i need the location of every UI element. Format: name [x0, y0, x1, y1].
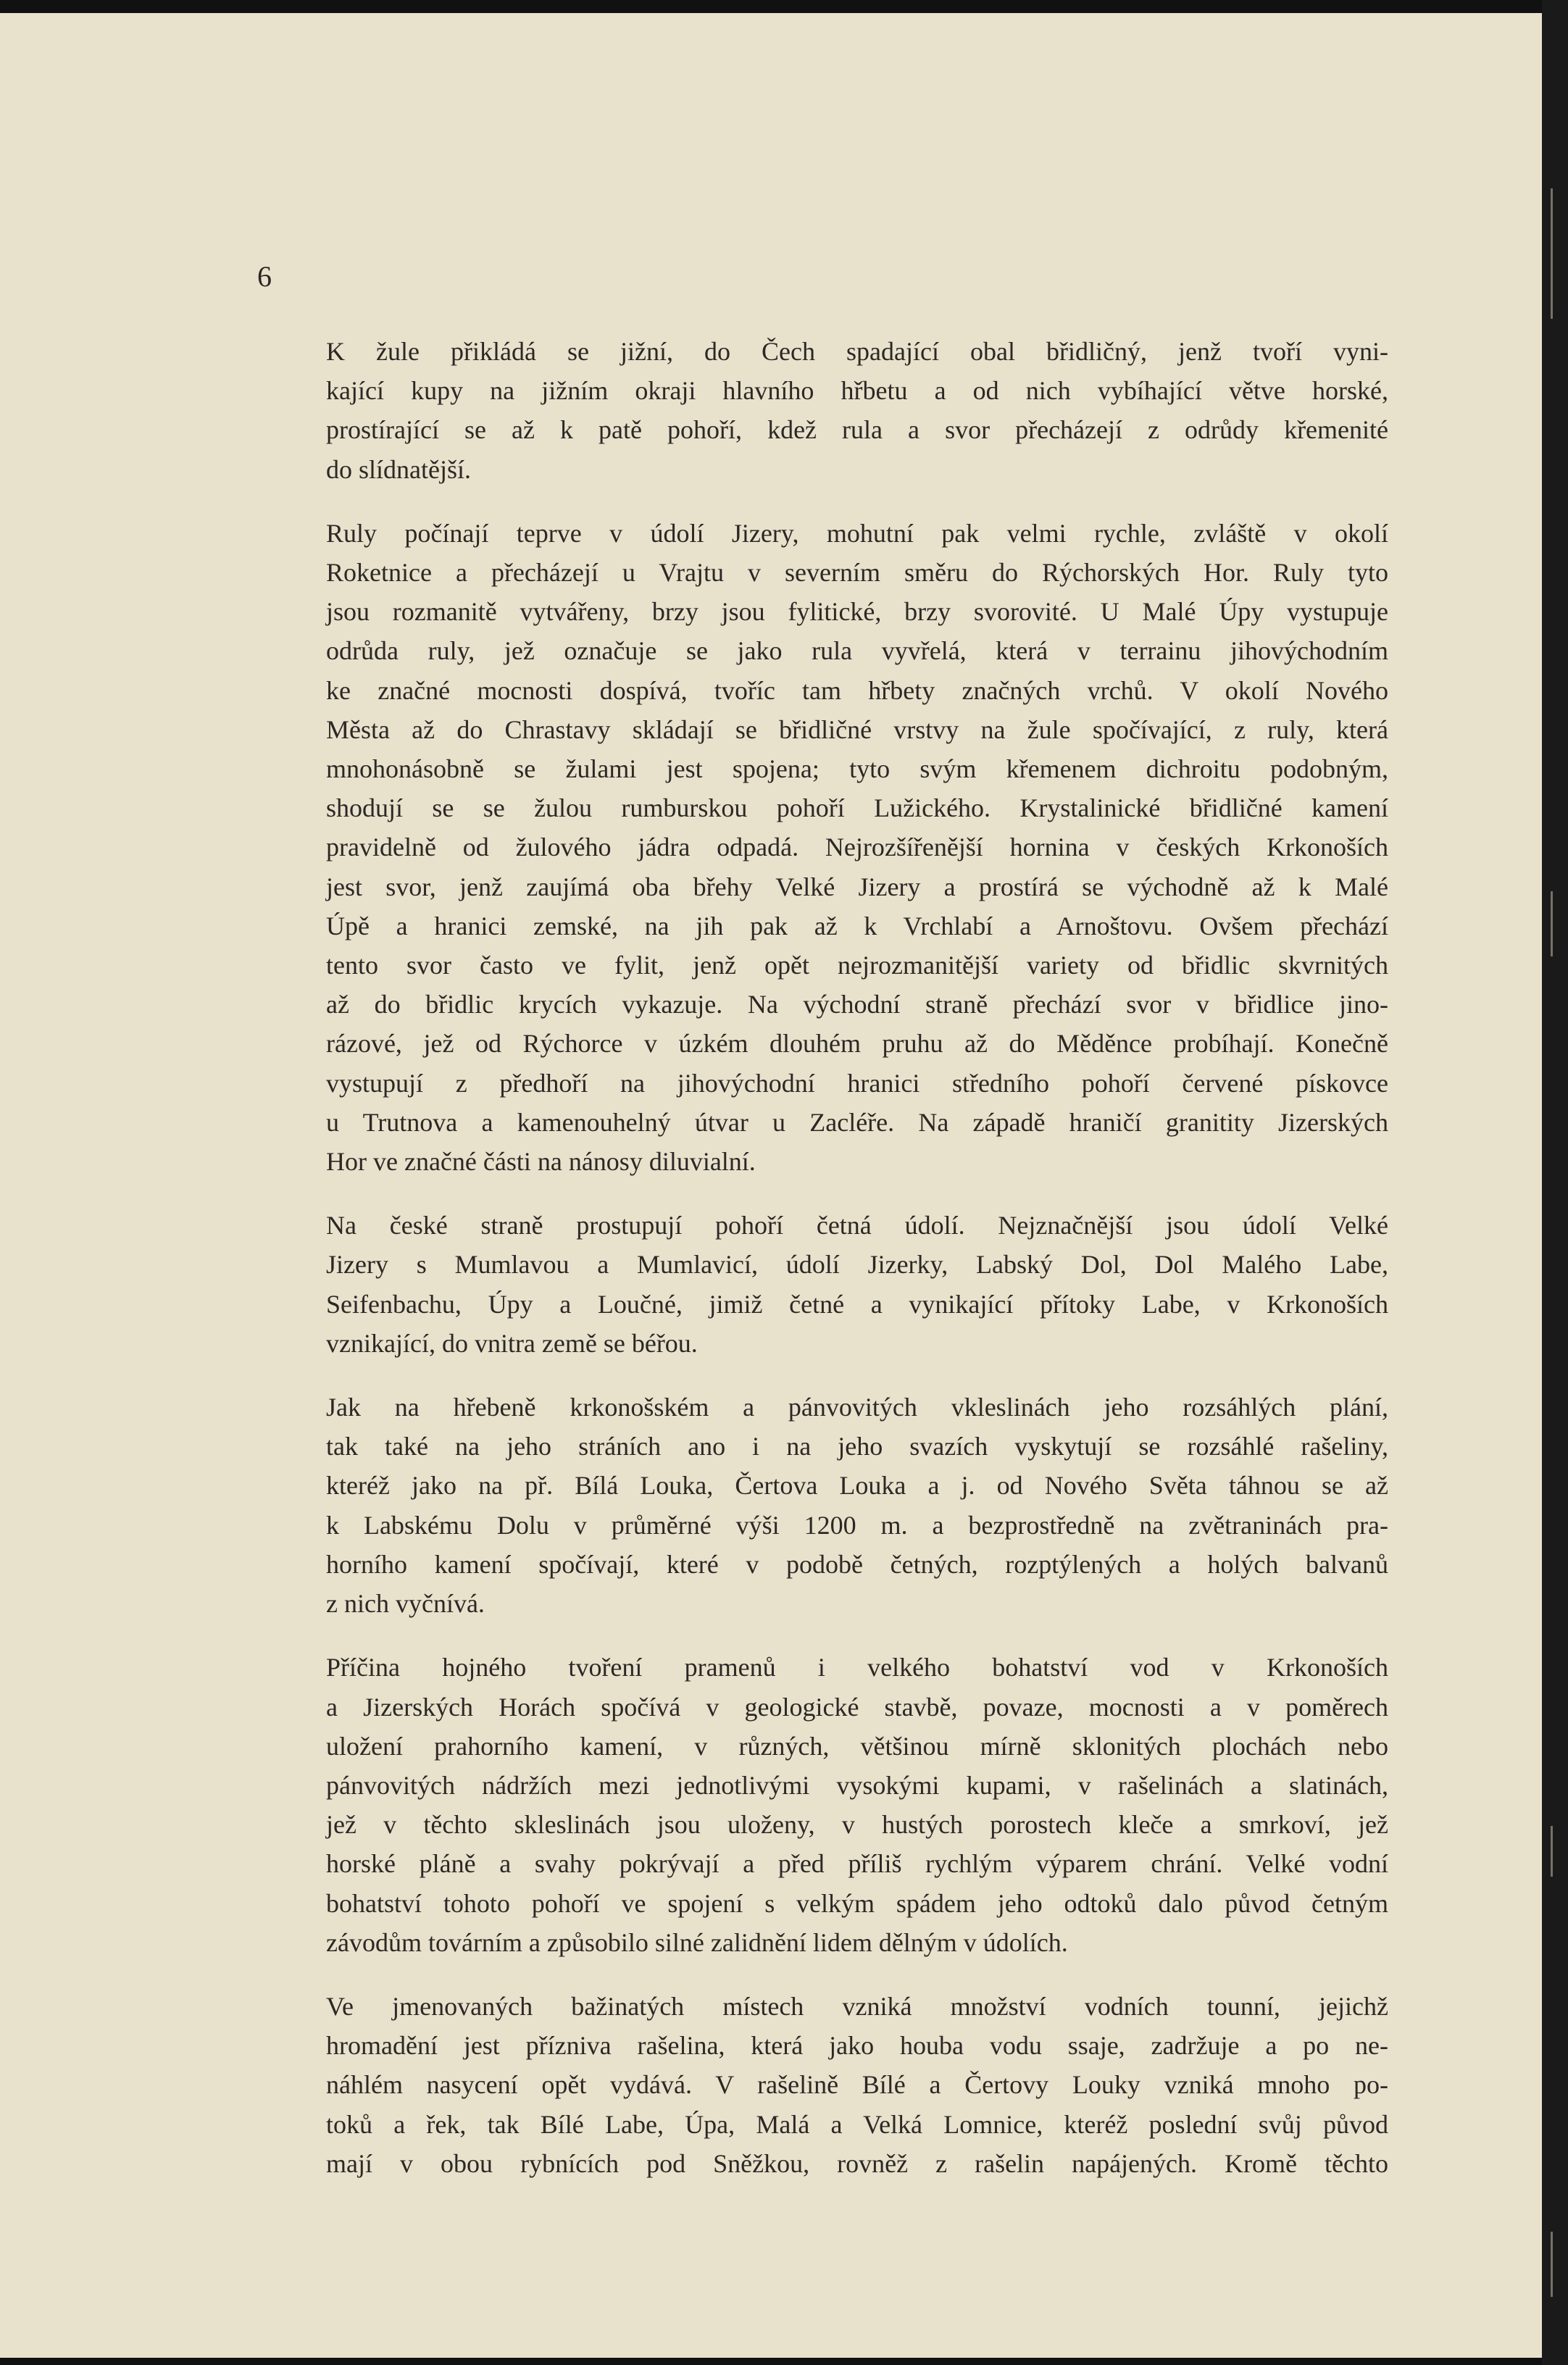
text-line: Seifenbachu, Úpy a Loučné, jimiž četné a vynikající přítoky Labe, v Krkonoších: [326, 1289, 1388, 1319]
text-line: pánvovitých nádržích mezi jednotlivými vysokými kupami, v rašelinách a slatinách,: [326, 1770, 1388, 1800]
text-line: horské pláně a svahy pokrývají a před příliš rychlým výparem chrání. Velké vodní: [326, 1849, 1388, 1879]
scan-artifact-mark: [1551, 188, 1553, 319]
page-number: 6: [257, 260, 272, 293]
text-line: Úpě a hranici zemské, na jih pak až k Vrchlabí a Arnoštovu. Ovšem přechází: [326, 911, 1388, 940]
text-line: Jizery s Mumlavou a Mumlavicí, údolí Jizerky, Labský Dol, Dol Malého Labe,: [326, 1250, 1388, 1280]
text-line: vystupují z předhoří na jihovýchodní hranici středního pohoří červené pískovce: [326, 1068, 1388, 1098]
text-line: a Jizerských Horách spočívá v geologické stavbě, povaze, mocnosti a v poměrech: [326, 1692, 1388, 1722]
scan-artifact-mark: [1551, 891, 1553, 956]
text-line: Ruly počínají teprve v údolí Jizery, mohutní pak velmi rychle, zvláště v okolí: [326, 518, 1388, 548]
paragraph: [259, 1206, 1388, 1363]
text-line: Ve jmenovaných bažinatých místech vzniká množství vodních tounní, jejichž: [326, 1991, 1388, 2021]
text-line: u Trutnova a kamenouhelný útvar u Zacléře. Na západě hraničí granitity Jizerských: [326, 1107, 1388, 1137]
text-line: vznikající, do vnitra země se béřou.: [326, 1328, 698, 1358]
paragraph: [259, 514, 1388, 1181]
text-line: do slídnatější.: [326, 454, 471, 484]
text-line: ke značné mocnosti dospívá, tvoříc tam hřbety značných vrchů. V okolí Nového: [326, 675, 1388, 705]
text-line: z nich vyčnívá.: [326, 1589, 485, 1619]
text-line: mají v obou rybnících pod Sněžkou, rovněž z rašelin napájených. Kromě těchto: [326, 2148, 1388, 2178]
body-text: [259, 332, 1388, 2208]
text-line: odrůda ruly, jež označuje se jako rula vyvřelá, která v terrainu jihovýchodním: [326, 636, 1388, 666]
text-line: Roketnice a přecházejí u Vrajtu v severním směru do Rýchorských Hor. Ruly tyto: [326, 558, 1388, 588]
paragraph: [259, 332, 1388, 489]
scan-binding-edge: [1542, 0, 1568, 2365]
text-line: až do břidlic krycích vykazuje. Na východní straně přechází svor v břidlice jino-: [326, 990, 1388, 1019]
text-line: bohatství tohoto pohoří ve spojení s velkým spádem jeho odtoků dalo původ četným: [326, 1888, 1388, 1918]
text-line: hromadění jest příznivа rašelina, která jako houba vodu ssaje, zadržuje a po ne-: [326, 2031, 1388, 2061]
text-line: Příčina hojného tvoření pramenů i velkého bohatství vod v Krkonoších: [326, 1653, 1388, 1682]
text-line: Jak na hřebeně krkonošském a pánvovitých vkleslinách jeho rozsáhlých plání,: [326, 1393, 1388, 1422]
text-line: závodům továrním a způsobilo silné zalidnění lidem dělným v údolích.: [326, 1927, 1068, 1957]
paragraph: [259, 1388, 1388, 1623]
text-line: Města až do Chrastavy skládají se břidličné vrstvy na žule spočívající, z ruly, která: [326, 714, 1388, 744]
text-line: shodují se se žulou rumburskou pohoří Lužického. Krystalinické břidličné kamení: [326, 793, 1388, 823]
text-line: kteréž jako na př. Bílá Louka, Čertova Louka a j. od Nového Světa táhnou se až: [326, 1471, 1388, 1501]
text-line: k Labskému Dolu v průměrné výši 1200 m. a bezprostředně na zvětraninách pra-: [326, 1510, 1388, 1540]
text-line: uložení prahorního kamení, v různých, většinou mírně sklonitých plochách nebo: [326, 1731, 1388, 1761]
text-line: kající kupy na jižním okraji hlavního hřbetu a od nich vybíhající větve horské,: [326, 376, 1388, 406]
text-line: mnohonásobně se žulami jest spojena; tyto svým křemenem dichroitu podobným,: [326, 754, 1388, 784]
scan-artifact-mark: [1551, 2232, 1553, 2297]
book-page: [0, 13, 1542, 2358]
text-line: tento svor často ve fylit, jenž opět nejrozmanitější variety od břidlic skvrnitých: [326, 951, 1388, 980]
text-line: toků a řek, tak Bílé Labe, Úpa, Malá a Velká Lomnice, kteréž poslední svůj původ: [326, 2109, 1388, 2139]
text-line: tak také na jeho stráních ano i na jeho svazích vyskytují se rozsáhlé rašeliny,: [326, 1432, 1388, 1461]
paragraph: [259, 1987, 1388, 2183]
text-line: náhlém nasycení opět vydává. V rašelině Bílé a Čertovy Louky vzniká mnoho po-: [326, 2070, 1388, 2100]
text-line: K žule přikládá se jižní, do Čech spadající obal břidličný, jenž tvoří vyni-: [326, 337, 1388, 366]
text-line: prostírající se až k patě pohoří, kdež rula a svor přecházejí z odrůdy křemenité: [326, 415, 1388, 445]
text-line: pravidelně od žulového jádra odpadá. Nejrozšířenější hornina v českých Krkonoších: [326, 833, 1388, 862]
text-line: Na české straně prostupují pohoří četná údolí. Nejznačnější jsou údolí Velké: [326, 1211, 1388, 1240]
text-line: jež v těchto skleslinách jsou uloženy, v hustých porostech kleče a smrkoví, jež: [326, 1810, 1388, 1840]
scan-artifact-mark: [1551, 1826, 1553, 1877]
text-line: jest svor, jenž zaujímá oba břehy Velké Jizery a prostírá se východně až k Malé: [326, 872, 1388, 901]
text-line: horního kamení spočívají, které v podobě četných, rozptýlených a holých balvanů: [326, 1549, 1388, 1579]
paragraph: [259, 1648, 1388, 1962]
text-line: rázové, jež od Rýchorce v úzkém dlouhém pruhu až do Měděnce probíhají. Konečně: [326, 1029, 1388, 1059]
text-line: Hor ve značné části na nánosy diluvialní.: [326, 1147, 756, 1177]
text-line: jsou rozmanitě vytvářeny, brzy jsou fylitické, brzy svorovité. U Malé Úpy vystupuje: [326, 597, 1388, 627]
